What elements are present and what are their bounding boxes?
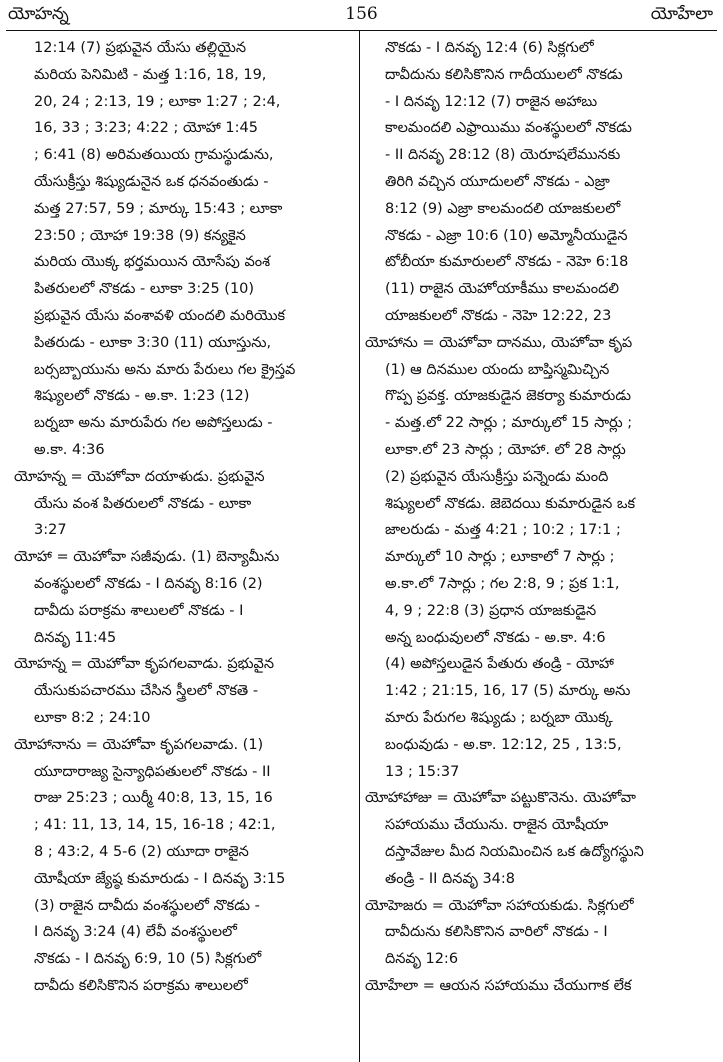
entry-text-line: అన్న బంధువులలో నొకడు - అ.కా. 4:6 <box>385 629 606 646</box>
entry-text-line: తండ్రి - II దినవృ 34:8 <box>385 870 516 887</box>
entry-headword-line: యోహాను = యెహోవా దానము, యెహోవా కృప <box>365 334 633 351</box>
entry-text-line: రాజు 25:23 ; యిర్మీ 40:8, 13, 15, 16 <box>34 790 273 807</box>
header-left-guideword: యోహన్న <box>8 4 69 24</box>
right-column <box>365 35 715 1000</box>
entry-text-line: దావీదు పరాక్రమ శాలులలో నొకడు - I <box>34 602 244 619</box>
entry-text-line: కాలమందలి ఎఫ్రాయిము వంశస్థులలో నొకడు <box>385 120 632 137</box>
entry-text-line: దావీదు కలిసికొనిన పరాక్రమ శాలులలో <box>34 977 248 994</box>
entry-text-line: 13 ; 15:37 <box>385 763 460 780</box>
entry-text-line: (4) అపోస్తలుడైన పేతురు తండ్రి - యోహా <box>385 656 614 673</box>
header-right-guideword: యోహేలా <box>650 4 713 24</box>
entry-text-line: బంధువుడు - అ.కా. 12:12, 25 , 13:5, <box>385 736 622 753</box>
entry-text-line: యేసు వంశ పితరులలో నొకడు - లూకా <box>34 495 252 512</box>
entry-headword-line: యోహెజరు = యెహోవా సహాయకుడు. సిక్లగులో <box>365 897 634 914</box>
entry-text-line: జాలరుడు - మత్త 4:21 ; 10:2 ; 17:1 ; <box>385 522 621 539</box>
entry-headword-line: యోహన్న = యెహోవా కృపగలవాడు. ప్రభువైన <box>14 656 275 673</box>
entry-text-line: - మత్త.లో 22 సార్లు ; మార్కులో 15 సార్లు ; <box>385 415 633 432</box>
entry-text-line: - I దినవృ 12:12 (7) రాజైన అహాబు <box>385 93 598 110</box>
left-column <box>14 35 354 1000</box>
entry-text-line: శిష్యులలో నొకడు - అ.కా. 1:23 (12) <box>34 388 250 405</box>
entry-headword-line: యోహన్న = యెహోవా దయాళుడు. ప్రభువైన <box>14 468 265 485</box>
entry-text-line: 4, 9 ; 22:8 (3) ప్రధాన యాజకుడైన <box>385 602 597 619</box>
entry-text-line: యేసుక్రీస్తు శిష్యుడునైన ఒక ధనవంతుడు - <box>34 173 269 190</box>
entry-text-line: పితరుడు - లూకా 3:30 (11) యూస్తును, <box>34 334 272 351</box>
entry-headword-line: యోహానాను = యెహోవా కృపగలవాడు. (1) <box>14 736 264 753</box>
entry-text-line: మారు పేరుగల శిష్యుడు ; బర్నబా యొక్క <box>385 709 613 726</box>
entry-text-line: దినవృ 12:6 <box>385 951 459 968</box>
entry-text-line: (3) రాజైన దావీదు వంశస్థులలో నొకడు - <box>34 897 260 914</box>
entry-text-line: మత్త 27:57, 59 ; మార్కు 15:43 ; లూకా <box>34 200 283 217</box>
entry-text-line: లూకా.లో 23 సార్లు ; యోహా. లో 28 సార్లు <box>385 441 626 458</box>
entry-text-line: 8 ; 43:2, 4 5-6 (2) యూదా రాజైన <box>34 843 249 860</box>
entry-text-line: అ.కా. 4:36 <box>34 441 105 458</box>
entry-text-line: 20, 24 ; 2:13, 19 ; లూకా 1:27 ; 2:4, <box>34 93 281 110</box>
entry-text-line: - II దినవృ 28:12 (8) యెరూషలేమునకు <box>385 147 621 164</box>
entry-text-line: (1) ఆ దినముల యందు బాప్తిస్మమిచ్చిన <box>385 361 610 378</box>
entry-text-line: శిష్యులలో నొకడు. జెబెదయి కుమారుడైన ఒక <box>385 495 636 512</box>
entry-text-line: 12:14 (7) ప్రభువైన యేసు తల్లియైన <box>34 40 247 56</box>
entry-text-line: టోబీయా కుమారులలో నొకడు - నెహె 6:18 <box>385 254 629 271</box>
entry-text-line: మరియ యొక్క భర్తమయిన యోసేపు వంశ <box>34 254 271 271</box>
entry-text-line: 1:42 ; 21:15, 16, 17 (5) మార్కు అను <box>385 683 631 700</box>
entry-text-line: I దినవృ 3:24 (4) లేవీ వంశస్థులలో <box>34 924 237 941</box>
entry-text-line: నొకడు - I దినవృ 12:4 (6) సిక్లగులో <box>385 40 594 56</box>
entry-text-line: (11) రాజైన యెహోయాకీము కాలమందలి <box>385 281 619 298</box>
entry-text-line: ; 6:41 (8) అరిమతయియ గ్రామస్థుడును, <box>34 147 274 164</box>
entry-text-line: 3:27 <box>34 522 67 539</box>
entry-text-line: అ.కా.లో 7సార్లు ; గల 2:8, 9 ; ప్రక 1:1, <box>385 575 620 592</box>
entry-headword-line: యోహేలా = ఆయన సహాయము చేయుగాక లేక <box>365 977 632 994</box>
header-rule <box>6 30 717 31</box>
entry-text-line: నొకడు - I దినవృ 6:9, 10 (5) సిక్లగులో <box>34 951 262 968</box>
entry-text-line: (2) ప్రభువైన యేసుక్రీస్తు పన్నెండు మంది <box>385 468 609 485</box>
entry-text-line: యాజకులలో నొకడు - నెహె 12:22, 23 <box>385 307 612 324</box>
entry-text-line: గొప్ప ప్రవక్త. యాజకుడైన జెకర్యా కుమారుడు <box>385 388 632 405</box>
entry-text-line: దావీదును కలిసికొనిన గాదీయులలో నొకడు <box>385 66 623 83</box>
entry-text-line: లూకా 8:2 ; 24:10 <box>34 709 151 726</box>
entry-text-line: బర్నబా అను మారుపేరు గల అపోస్తలుడు - <box>34 415 273 432</box>
column-divider <box>359 31 360 1062</box>
entry-text-line: యోషీయా జ్యేష్ఠ కుమారుడు - I దినవృ 3:15 <box>34 870 286 887</box>
page-number: 156 <box>345 4 378 24</box>
entry-text-line: సహాయము చేయును. రాజైన యోషీయా <box>385 817 609 834</box>
entry-text-line: 16, 33 ; 3:23; 4:22 ; యోహా 1:45 <box>34 120 258 137</box>
entry-text-line: బర్సబ్బాయును అను మారు పేరులు గల క్రైస్తవ <box>34 361 296 378</box>
entry-text-line: యేసుకుపచారము చేసిన స్త్రీలలో నొకతె - <box>34 683 259 700</box>
entry-text-line: దావీదును కలిసికొనిన వారిలో నొకడు - I <box>385 924 608 941</box>
entry-text-line: తిరిగి వచ్చిన యూదులలో నొకడు - ఎజ్రా <box>385 173 610 190</box>
entry-text-line: ; 41: 11, 13, 14, 15, 16-18 ; 42:1, <box>34 817 276 834</box>
entry-text-line: యూదారాజ్య సైన్యాధిపతులలో నొకడు - II <box>34 763 271 780</box>
entry-text-line: 23:50 ; యోహా 19:38 (9) కన్యకైన <box>34 227 246 244</box>
entry-headword-line: యోహాహాజు = యెహోవా పట్టుకొనెను. యెహోవా <box>365 790 636 807</box>
entry-text-line: దస్తావేజుల మీద నియమించిన ఒక ఉద్యోగస్థుని <box>385 843 644 860</box>
entry-text-line: దినవృ 11:45 <box>34 629 117 646</box>
entry-text-line: మార్కులో 10 సార్లు ; లూకాలో 7 సార్లు ; <box>385 549 615 566</box>
entry-headword-line: యోహా = యెహోవా సజీవుడు. (1) బెన్యామీను <box>14 549 280 566</box>
entry-text-line: ప్రభువైన యేసు వంశావళి యందలి మరియొక <box>34 307 286 324</box>
entry-text-line: పితరులలో నొకడు - లూకా 3:25 (10) <box>34 281 255 298</box>
entry-text-line: మరియ పెనిమిటి - మత్త 1:16, 18, 19, <box>34 66 267 83</box>
page-header <box>0 0 723 30</box>
entry-text-line: 8:12 (9) ఎజ్రా కాలమందలి యాజకులలో <box>385 200 621 217</box>
entry-text-line: నొకడు - ఎజ్రా 10:6 (10) అమ్మోనీయుడైన <box>385 227 628 244</box>
entry-text-line: వంశస్థులలో నొకడు - I దినవృ 8:16 (2) <box>34 575 263 592</box>
